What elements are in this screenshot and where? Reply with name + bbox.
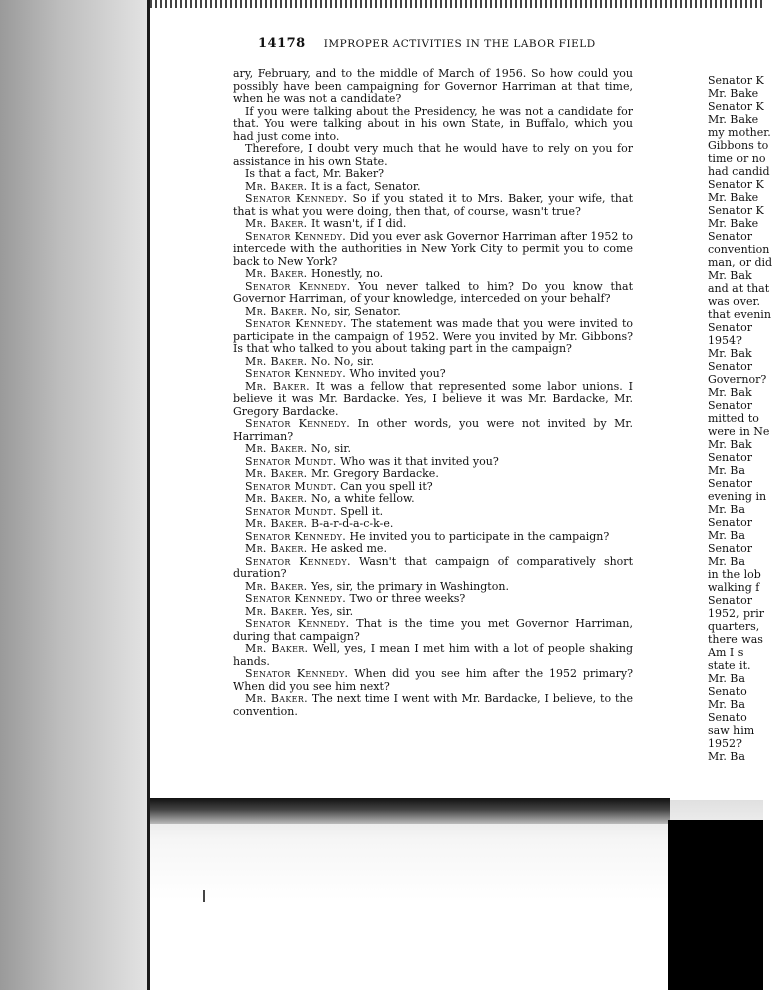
paragraph-text: Honestly, no. (310, 267, 384, 280)
paragraph-text: Well, yes, I mean I met him with a lot of people shaking hands. (233, 642, 633, 668)
facing-page-line: Senator (708, 477, 752, 490)
paragraph-text: Two or three weeks? (349, 592, 466, 605)
paragraph-text: It wasn't, if I did. (310, 217, 407, 230)
facing-page-line: Am I s (708, 646, 744, 659)
facing-page-line: Senato (708, 685, 747, 698)
speaker-name: Mr. Baker. (245, 692, 308, 705)
facing-page-line: Mr. Ba (708, 529, 745, 542)
paragraph-text: That is the time you met Governor Harriman, during that campaign? (233, 617, 634, 643)
paragraph-text: Who was it that invited you? (340, 454, 499, 468)
facing-page-line: Senator K (708, 204, 764, 217)
speaker-name: Mr. Baker. (245, 267, 308, 280)
transcript-paragraph (233, 668, 633, 693)
facing-page-line: Mr. Bake (708, 191, 759, 204)
facing-page-line: Mr. Ba (708, 555, 745, 568)
facing-page-line: Mr. Ba (708, 672, 745, 685)
facing-page-line: and at that (708, 282, 770, 295)
transcript-paragraph (233, 143, 633, 168)
facing-page-line: was over. (708, 295, 761, 308)
transcript-paragraph (233, 418, 633, 443)
transcript-paragraph (233, 318, 633, 356)
paragraph-text: ary, February, and to the middle of March of 1956. So how could you possibly have been campaigning for Governor Harriman at that time, when he was not a candidate? (233, 67, 633, 105)
facing-page-line: Senator K (708, 74, 764, 87)
facing-page-line: state it. (708, 659, 751, 672)
speaker-name: Senator Kennedy. (245, 192, 348, 205)
facing-page-line: evening in (708, 490, 767, 503)
speaker-name: Senator Mundt. (245, 504, 337, 518)
speaker-name: Senator Kennedy. (245, 529, 347, 543)
transcript-paragraph (233, 618, 633, 643)
facing-page-line: Senato (708, 711, 747, 724)
facing-page-line: Senator K (708, 178, 764, 191)
facing-page-line: walking f (708, 581, 760, 594)
running-head (258, 36, 638, 56)
paragraph-text: Mr. Gregory Bardacke. (310, 467, 439, 480)
speaker-name: Senator Kennedy. (245, 667, 349, 680)
facing-page-line: Mr. Bak (708, 269, 752, 282)
paragraph-text: When did you see him after the 1952 primary? When did you see him next? (233, 667, 633, 693)
speaker-name: Senator Kennedy. (245, 367, 347, 380)
facing-page-line: time or no (708, 152, 766, 165)
facing-page-line: Mr. Ba (708, 464, 745, 477)
facing-page-line: Senator (708, 451, 752, 464)
document-page (228, 28, 688, 798)
paragraph-text: He invited you to participate in the campaign? (349, 529, 610, 543)
facing-page-line: that evenin (708, 308, 771, 321)
page-number: 14178 (258, 36, 306, 51)
paragraph-text: He asked me. (310, 542, 387, 555)
speaker-name: Mr. Baker. (245, 492, 308, 505)
transcript-paragraph (233, 643, 633, 668)
speaker-name: Mr. Baker. (245, 604, 308, 618)
speaker-name: Mr. Baker. (245, 579, 308, 593)
facing-page-line: had candid (708, 165, 770, 178)
facing-page-line: Mr. Ba (708, 503, 745, 516)
paragraph-text: It was a fellow that represented some labor unions. I believe it was Mr. Bardacke. Yes, I believe it was Mr. Bardacke, Mr. Gregory Bardacke. (233, 379, 634, 418)
facing-page-line: there was (708, 633, 763, 646)
facing-page-line: Mr. Ba (708, 750, 745, 763)
facing-page-line: Senator (708, 399, 752, 412)
facing-page-line: Mr. Bake (708, 87, 759, 100)
speaker-name: Senator Kennedy. (245, 317, 347, 330)
paragraph-text: No. No, sir. (310, 354, 374, 368)
facing-page-line: in the lob (708, 568, 761, 581)
speaker-name: Senator Mundt. (245, 479, 337, 493)
speaker-name: Mr. Baker. (245, 217, 308, 230)
transcript-paragraph (233, 381, 633, 419)
paragraph-text: In other words, you were not invited by Mr. Harriman? (233, 417, 633, 443)
speaker-name: Mr. Baker. (245, 379, 310, 393)
paragraph-text: Did you ever ask Governor Harriman after 1952 to intercede with the authorities in New York City to permit you to come back to New York? (233, 229, 634, 268)
facing-page-line: Mr. Bak (708, 438, 752, 451)
facing-page-line: Governor? (708, 373, 767, 386)
speaker-name: Senator Kennedy. (245, 554, 351, 568)
speaker-name: Mr. Baker. (245, 542, 308, 555)
speaker-name: Senator Kennedy. (245, 417, 351, 430)
paragraph-text: If you were talking about the Presidency, he was not a candidate for that. You were talking about in his own State, in Buffalo, which you had just come into. (233, 104, 633, 143)
facing-page-line: convention (708, 243, 770, 256)
scan-binding-shadow (150, 798, 670, 824)
speaker-name: Senator Kennedy. (245, 617, 350, 630)
speaker-name: Mr. Baker. (245, 642, 309, 655)
facing-page-line: Senator K (708, 100, 764, 113)
paragraph-text: So if you stated it to Mrs. Baker, your wife, that that is what you were doing, then that, of course, wasn't true? (233, 192, 633, 218)
facing-page-line: Senator (708, 230, 752, 243)
facing-page-line: were in Ne (708, 425, 770, 438)
transcript-paragraph (233, 193, 633, 218)
facing-page-line: Senator (708, 594, 752, 607)
speaker-name: Mr. Baker. (245, 467, 308, 480)
paragraph-text: Yes, sir. (310, 604, 354, 618)
paragraph-text: No, sir, Senator. (310, 304, 401, 318)
paragraph-text: You never talked to him? Do you know that Governor Harriman, of your knowledge, interceded on your behalf? (233, 279, 633, 305)
speaker-name: Mr. Baker. (245, 354, 308, 368)
facing-page-line: 1954? (708, 334, 742, 347)
facing-page-line: man, or did (708, 256, 772, 269)
paragraph-text: Spell it. (340, 504, 384, 518)
facing-page-line: Senator (708, 360, 752, 373)
facing-page-line: Mr. Bak (708, 347, 752, 360)
facing-page-line: Senator (708, 321, 752, 334)
speaker-name: Senator Mundt. (245, 454, 337, 468)
paragraph-text: Is that a fact, Mr. Baker? (245, 167, 385, 180)
facing-page-line: Gibbons to (708, 139, 769, 152)
facing-page-line: mitted to (708, 412, 759, 425)
transcript-paragraph (233, 106, 633, 144)
facing-page-line: Mr. Bak (708, 386, 752, 399)
paragraph-text: Therefore, I doubt very much that he would have to rely on you for assistance in his own State. (233, 142, 633, 168)
paragraph-text: B-a-r-d-a-c-k-e. (310, 517, 394, 530)
scan-speck (203, 890, 205, 902)
speaker-name: Senator Kennedy. (245, 279, 351, 293)
hearing-transcript (233, 68, 633, 718)
facing-page-line: my mother. (708, 126, 771, 139)
facing-page-line: quarters, (708, 620, 760, 633)
facing-page-fragment (708, 74, 772, 763)
transcript-paragraph (233, 281, 633, 306)
paragraph-text: The next time I went with Mr. Bardacke, I believe, to the convention. (233, 692, 633, 718)
facing-page-line: Mr. Bake (708, 113, 759, 126)
paragraph-text: Wasn't that campaign of comparatively short duration? (233, 554, 633, 580)
paragraph-text: Can you spell it? (340, 479, 433, 493)
speaker-name: Senator Kennedy. (245, 592, 347, 605)
paragraph-text: No, sir. (310, 442, 351, 455)
transcript-paragraph (233, 556, 633, 581)
facing-page-line: Mr. Ba (708, 698, 745, 711)
speaker-name: Mr. Baker. (245, 517, 308, 530)
speaker-name: Mr. Baker. (245, 304, 308, 318)
scan-dark-corner (668, 820, 763, 990)
paragraph-text: It is a fact, Senator. (310, 179, 421, 193)
facing-page-line: Mr. Bake (708, 217, 759, 230)
header-title: IMPROPER ACTIVITIES IN THE LABOR FIELD (323, 38, 596, 50)
speaker-name: Mr. Baker. (245, 179, 308, 193)
facing-page-line: saw him (708, 724, 755, 737)
facing-page-line: Senator (708, 516, 752, 529)
transcript-paragraph (233, 231, 633, 269)
transcript-paragraph (233, 68, 633, 106)
speaker-name: Senator Kennedy. (245, 229, 347, 243)
paragraph-text: Yes, sir, the primary in Washington. (310, 579, 509, 593)
transcript-paragraph (233, 693, 633, 718)
scan-left-margin (0, 0, 150, 990)
paragraph-text: Who invited you? (349, 367, 446, 380)
speaker-name: Mr. Baker. (245, 442, 308, 455)
facing-page-line: 1952, prir (708, 607, 765, 620)
facing-page-line: Senator (708, 542, 752, 555)
paragraph-text: No, a white fellow. (310, 492, 415, 505)
paragraph-text: The statement was made that you were invited to participate in the campaign of 1952. Were you invited by Mr. Gibbons? Is that who talked to you about taking part in the campaign? (233, 317, 633, 355)
facing-page-line: 1952? (708, 737, 742, 750)
